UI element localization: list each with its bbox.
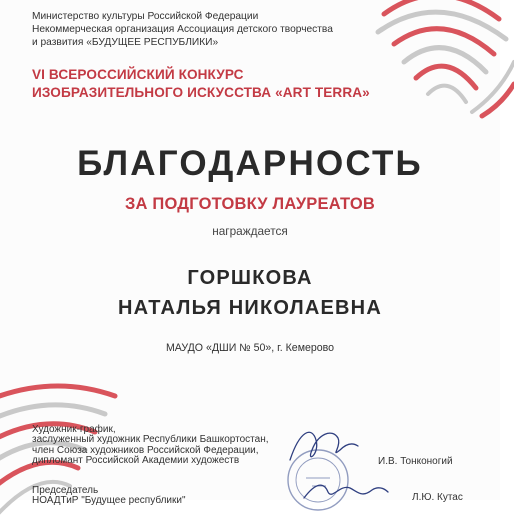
contest-title xyxy=(32,66,370,102)
signatory-line: НОАДТиР "Будущее республики" xyxy=(32,495,186,507)
signature-first xyxy=(282,420,362,472)
org-line: Некоммерческая организация Ассоциация детского творчества xyxy=(32,24,333,36)
recipient-surname: ГОРШКОВА xyxy=(187,267,313,289)
second-signatory-name: Л.Ю. Кутас xyxy=(412,492,463,503)
signatory-line: Председатель xyxy=(32,485,99,496)
contest-line: VI ВСЕРОССИЙСКИЙ КОНКУРС xyxy=(32,67,244,82)
signatory-line: Художник-график, xyxy=(32,424,116,435)
certificate-subtitle: ЗА ПОДГОТОВКУ ЛАУРЕАТОВ xyxy=(124,195,376,213)
org-line: Министерство культуры Российской Федерации xyxy=(32,11,259,22)
signatory-line: заслуженный художник Республики Башкортостан, xyxy=(32,434,269,446)
org-line: и развития «БУДУЩЕЕ РЕСПУБЛИКИ» xyxy=(32,37,219,49)
first-signatory-name: И.В. Тонконогий xyxy=(378,456,453,467)
signatory-line: член Союза художников Российской Федерации, xyxy=(32,444,259,456)
contest-line: ИЗОБРАЗИТЕЛЬНОГО ИСКУССТВА «ART TERRA» xyxy=(32,85,370,100)
second-signatory-title xyxy=(32,486,186,507)
fingerprint-decoration-top xyxy=(364,0,514,124)
awarded-text: награждается xyxy=(212,224,288,238)
organization-header xyxy=(32,10,333,50)
certificate-title: БЛАГОДАРНОСТЬ xyxy=(77,144,423,183)
recipient-institution: МАУДО «ДШИ № 50», г. Кемерово xyxy=(165,342,335,354)
first-signatory-title xyxy=(32,425,269,467)
signatory-line: дипломант Российской Академии художеств xyxy=(32,455,240,467)
signature-second xyxy=(300,478,390,504)
recipient-given-names: НАТАЛЬЯ НИКОЛАЕВНА xyxy=(118,297,382,319)
recipient-name xyxy=(0,263,500,323)
